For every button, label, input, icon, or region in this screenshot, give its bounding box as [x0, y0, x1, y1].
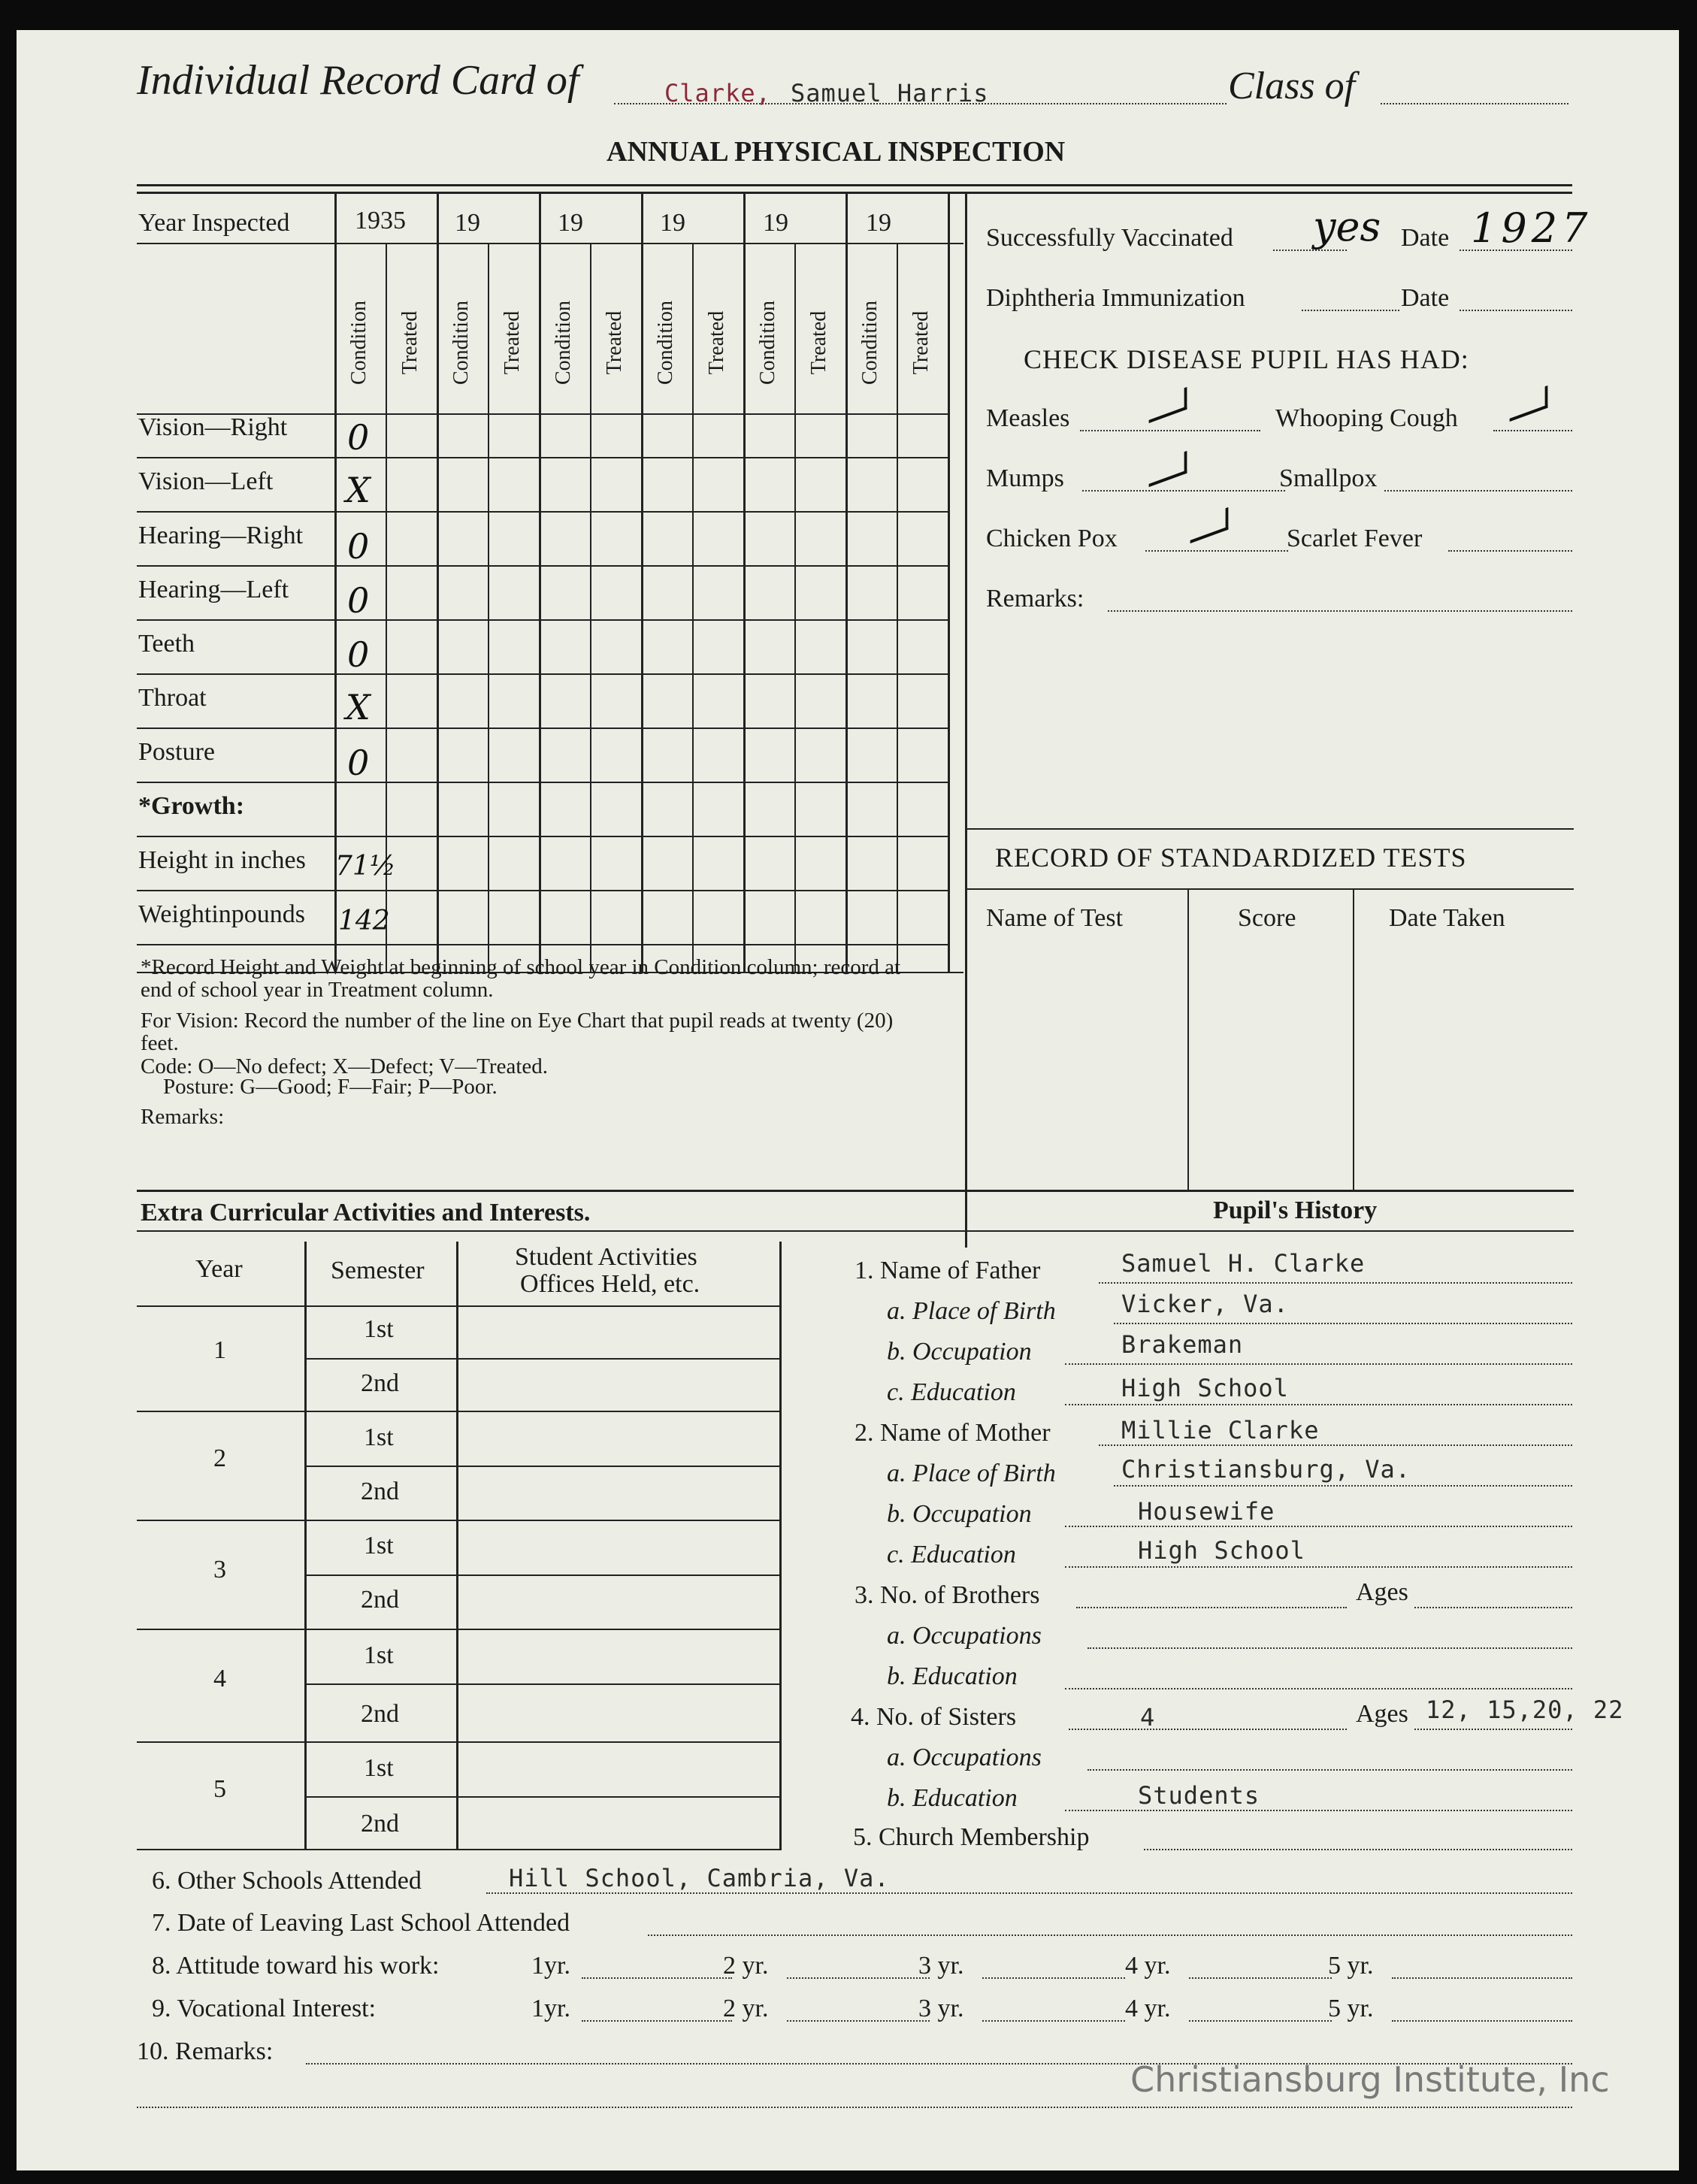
row-height: Height in inches — [138, 846, 306, 874]
val-height: 71½ — [335, 851, 396, 882]
val-throat: X — [346, 687, 371, 727]
code-legend: Code: O—No defect; X—Defect; V—Treated. — [141, 1054, 549, 1078]
y3-sem2: 2nd — [361, 1586, 399, 1614]
vocational-yr1: 1yr. — [531, 1995, 570, 2022]
note-height-weight: *Record Height and Weight at beginning of school year in Condition column; record at end of school year in Treatment column. — [141, 955, 901, 1002]
record-card — [17, 30, 1679, 2170]
sisters-label: 4. No. of Sisters — [851, 1703, 1017, 1731]
vocational-yr4: 4 yr. — [1125, 1995, 1171, 2022]
disease-whooping-cough: Whooping Cough — [1275, 404, 1458, 432]
class-of-label: Class of — [1228, 65, 1356, 107]
attitude-yr5: 5 yr. — [1328, 1952, 1374, 1980]
vocational-label: 9. Vocational Interest: — [152, 1995, 377, 2022]
year-inspected-label: Year Inspected — [138, 209, 290, 237]
tests-col-date: Date Taken — [1389, 904, 1505, 932]
father-label: 1. Name of Father — [855, 1257, 1041, 1284]
disease-mumps: Mumps — [986, 464, 1064, 492]
vaccinated-date: 1927 — [1471, 204, 1593, 252]
val-vision-right: 0 — [347, 417, 370, 458]
activities-col-semester: Semester — [331, 1257, 425, 1284]
father-birth: Vicker, Va. — [1121, 1290, 1289, 1318]
mumps-check-icon — [1149, 451, 1187, 487]
val-vision-left: X — [346, 470, 371, 510]
y1-sem1: 1st — [364, 1315, 394, 1343]
year-col-5: 19 — [763, 209, 788, 237]
year-1935: 1935 — [355, 207, 406, 234]
measles-check-icon — [1149, 387, 1187, 423]
brothers-education-label: b. Education — [887, 1662, 1018, 1690]
diphtheria-date-label: Date — [1401, 284, 1450, 312]
father-occupation: Brakeman — [1121, 1330, 1244, 1359]
vocational-yr2: 2 yr. — [723, 1995, 769, 2022]
page-subtitle: ANNUAL PHYSICAL INSPECTION — [607, 136, 1066, 168]
sisters-occupations-label: a. Occupations — [887, 1744, 1042, 1771]
activities-col-activities-2: Offices Held, etc. — [520, 1270, 700, 1298]
col-treated-3: Treated — [603, 310, 626, 375]
row-vision-left: Vision—Left — [138, 467, 274, 495]
disease-measles: Measles — [986, 404, 1070, 432]
father-birth-label: a. Place of Birth — [887, 1297, 1056, 1325]
row-hearing-right: Hearing—Right — [138, 522, 304, 549]
mother-occupation-label: b. Occupation — [887, 1500, 1032, 1528]
y4-sem2: 2nd — [361, 1700, 399, 1728]
attitude-label: 8. Attitude toward his work: — [152, 1952, 440, 1980]
father-education: High School — [1121, 1374, 1289, 1402]
col-treated-6: Treated — [909, 310, 933, 375]
col-treated-2: Treated — [501, 310, 524, 375]
y1-sem2: 2nd — [361, 1369, 399, 1397]
mother-education-label: c. Education — [887, 1541, 1016, 1568]
mother-birth: Christiansburg, Va. — [1121, 1455, 1411, 1484]
mother-name: Millie Clarke — [1121, 1416, 1320, 1444]
col-treated-5: Treated — [807, 310, 830, 375]
row-weight: Weightinpounds — [138, 900, 306, 928]
vocational-yr3: 3 yr. — [918, 1995, 964, 2022]
col-condition-6: Condition — [858, 301, 882, 386]
mother-birth-label: a. Place of Birth — [887, 1460, 1056, 1487]
activity-year-1: 1 — [213, 1336, 226, 1364]
row-throat: Throat — [138, 684, 207, 712]
sisters-count: 4 — [1140, 1703, 1156, 1732]
note-vision: For Vision: Record the number of the line on Eye Chart that pupil reads at twenty (20) feet. — [141, 1009, 894, 1055]
year-col-6: 19 — [866, 209, 891, 237]
brothers-occupations-label: a. Occupations — [887, 1622, 1042, 1650]
other-schools: Hill School, Cambria, Va. — [509, 1864, 890, 1892]
col-condition-1: Condition — [347, 301, 371, 386]
attitude-yr3: 3 yr. — [918, 1952, 964, 1980]
year-col-3: 19 — [558, 209, 583, 237]
col-treated-1: Treated — [398, 310, 422, 375]
whooping-check-icon — [1510, 386, 1548, 422]
brothers-label: 3. No. of Brothers — [855, 1581, 1040, 1609]
col-treated-4: Treated — [705, 310, 728, 375]
leaving-label: 7. Date of Leaving Last School Attended — [152, 1909, 570, 1937]
activities-title: Extra Curricular Activities and Interests. — [141, 1199, 591, 1227]
val-posture: 0 — [347, 743, 370, 783]
father-name: Samuel H. Clarke — [1121, 1249, 1366, 1278]
col-condition-4: Condition — [654, 301, 677, 386]
church-label: 5. Church Membership — [853, 1823, 1090, 1851]
other-schools-label: 6. Other Schools Attended — [152, 1867, 422, 1895]
row-vision-right: Vision—Right — [138, 413, 288, 441]
vocational-yr5: 5 yr. — [1328, 1995, 1374, 2022]
father-occupation-label: b. Occupation — [887, 1338, 1032, 1366]
val-weight: 142 — [338, 906, 390, 936]
mother-occupation: Housewife — [1138, 1497, 1275, 1526]
col-condition-2: Condition — [449, 301, 473, 386]
activities-col-activities-1: Student Activities — [515, 1243, 697, 1271]
row-posture: Posture — [138, 738, 215, 766]
col-condition-3: Condition — [552, 301, 575, 386]
mother-label: 2. Name of Mother — [855, 1419, 1051, 1447]
activity-year-3: 3 — [213, 1556, 226, 1584]
card-title: Individual Record Card of — [137, 57, 579, 104]
attitude-yr1: 1yr. — [531, 1952, 570, 1980]
sisters-education: Students — [1138, 1781, 1260, 1810]
student-last-name: Clarke, — [664, 79, 771, 107]
y2-sem2: 2nd — [361, 1478, 399, 1505]
y2-sem1: 1st — [364, 1423, 394, 1451]
row-teeth: Teeth — [138, 630, 195, 658]
y4-sem1: 1st — [364, 1641, 394, 1669]
mother-education: High School — [1138, 1536, 1305, 1565]
val-hearing-right: 0 — [347, 526, 370, 567]
activity-year-2: 2 — [213, 1444, 226, 1472]
y3-sem1: 1st — [364, 1532, 394, 1559]
sisters-ages: 12, 15,20, 22 — [1426, 1695, 1624, 1724]
activity-year-4: 4 — [213, 1665, 226, 1692]
val-hearing-left: 0 — [347, 580, 370, 621]
activity-year-5: 5 — [213, 1775, 226, 1803]
sisters-education-label: b. Education — [887, 1784, 1018, 1812]
brothers-ages-label: Ages — [1356, 1578, 1408, 1606]
watermark: Christiansburg Institute, Inc — [1130, 2059, 1610, 2100]
vaccinated-date-label: Date — [1401, 224, 1450, 252]
tests-col-score: Score — [1238, 904, 1296, 932]
history-title: Pupil's History — [1213, 1196, 1378, 1224]
val-teeth: 0 — [347, 634, 370, 675]
student-first-name: Samuel Harris — [791, 79, 989, 107]
activities-col-year: Year — [195, 1255, 243, 1283]
y5-sem2: 2nd — [361, 1810, 399, 1838]
row-hearing-left: Hearing—Left — [138, 576, 289, 603]
y5-sem1: 1st — [364, 1754, 394, 1782]
tests-col-name: Name of Test — [986, 904, 1124, 932]
row-growth: *Growth: — [138, 792, 245, 820]
disease-chicken-pox: Chicken Pox — [986, 525, 1118, 552]
physical-remarks: Remarks: — [141, 1105, 225, 1129]
disease-smallpox: Smallpox — [1279, 464, 1378, 492]
attitude-yr2: 2 yr. — [723, 1952, 769, 1980]
chickenpox-check-icon — [1190, 507, 1229, 543]
year-col-2: 19 — [455, 209, 480, 237]
posture-legend: Posture: G—Good; F—Fair; P—Poor. — [163, 1075, 498, 1099]
sisters-ages-label: Ages — [1356, 1700, 1408, 1728]
remarks-label: 10. Remarks: — [137, 2037, 274, 2065]
year-col-4: 19 — [660, 209, 685, 237]
col-condition-5: Condition — [756, 301, 779, 386]
vacc-remarks: Remarks: — [986, 585, 1084, 613]
disease-scarlet-fever: Scarlet Fever — [1287, 525, 1423, 552]
diphtheria-label: Diphtheria Immunization — [986, 284, 1245, 312]
tests-title: RECORD OF STANDARDIZED TESTS — [995, 842, 1467, 873]
vaccinated-label: Successfully Vaccinated — [986, 224, 1233, 252]
disease-title: CHECK DISEASE PUPIL HAS HAD: — [1024, 344, 1469, 374]
father-education-label: c. Education — [887, 1378, 1016, 1406]
vaccinated-value: yes — [1313, 203, 1381, 250]
attitude-yr4: 4 yr. — [1125, 1952, 1171, 1980]
